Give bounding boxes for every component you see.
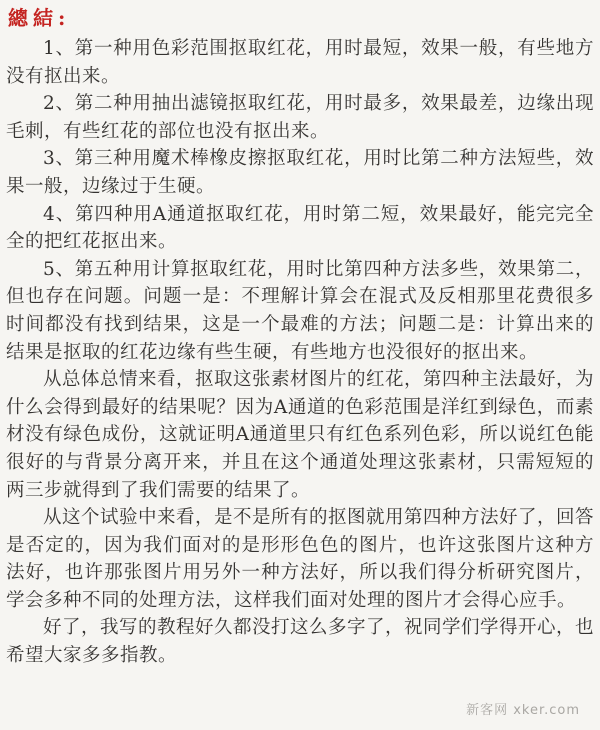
- summary-paragraph-7: 从这个试验中来看，是不是所有的抠图就用第四种方法好了，回答是否定的，因为我们面对的是形形色色的图片，也许这张图片这种方法好，也许那张图片用另外一种方法好，所以我们得分析研究图片，学会多种不同的处理方法，这样我们面对处理的图片才会得心应手。: [6, 507, 595, 611]
- summary-body: [6, 35, 594, 670]
- summary-paragraph-1: 1、第一种用色彩范围抠取红花，用时最短，效果一般，有些地方没有抠出来。: [6, 38, 594, 87]
- summary-paragraph-5: 5、第五种用计算抠取红花，用时比第四种方法多些，效果第二，但也存在问题。问题一是：不理解计算会在混式及反相那里花费很多时间都没有找到结果，这是一个最难的方法；问题二是：计算出来的结果是抠取的红花边缘有些生硬，有些地方也没很好的抠出来。: [6, 258, 594, 363]
- summary-paragraph-3: 3、第三种用魔术棒橡皮擦抠取红花，用时比第二种方法短些，效果一般，边缘过于生硬。: [6, 148, 594, 197]
- summary-paragraph-8: 好了，我写的教程好久都没打这么多字了，祝同学们学得开心，也希望大家多多指教。: [6, 617, 595, 667]
- site-watermark: 新客网 xker.com: [466, 703, 580, 718]
- summary-paragraph-6: 从总体总情来看，抠取这张素材图片的红花，第四种主法最好，为什么会得到最好的结果呢？因为A通道的色彩范围是洋红到绿色，而素材没有绿色成份，这就证明A通道里只有红色系列色彩，所以说红色能很好的与背景分离开来，并且在这个通道处理这张素材，只需短短的两三步就得到了我们需要的结果了。: [6, 369, 595, 501]
- summary-paragraph-4: 4、第四种用A通道抠取红花，用时第二短，效果最好，能完完全全的把红花抠出来。: [6, 203, 594, 253]
- summary-paragraph-2: 2、第二种用抽出滤镜抠取红花，用时最多，效果最差，边缘出现毛刺，有些红花的部位也没有抠出来。: [6, 93, 594, 142]
- summary-title: 總結:: [8, 6, 71, 30]
